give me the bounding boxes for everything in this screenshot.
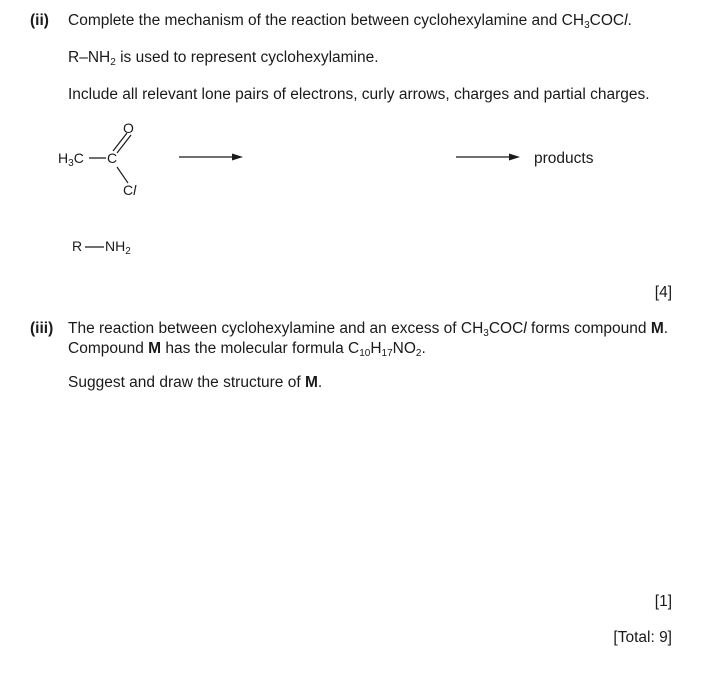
iii-text-d: . [663, 320, 669, 337]
suggest-end: . [317, 374, 323, 391]
part-iii-suggest [68, 374, 322, 393]
iii-line2-b: has the molecular formula C [161, 340, 360, 357]
amine-sub: 2 [125, 246, 131, 257]
suggest-m: M [304, 374, 318, 391]
iii-sub-a: 3 [483, 328, 489, 339]
note-text-2: is used to represent cyclohexylamine. [115, 49, 379, 66]
iii-ital-b: l [523, 320, 527, 337]
question-text-2: COC [589, 12, 625, 29]
formula-end: . [421, 340, 426, 357]
h3c-c: C [73, 150, 84, 166]
iii-line2-m: M [148, 340, 162, 357]
question-text: Complete the mechanism of the reaction between cyclohexylamine and CH [68, 12, 585, 29]
note-sub: 2 [110, 57, 116, 68]
amine-nh: NH [105, 238, 126, 254]
formula-h: H [370, 340, 382, 357]
part-iii-label: (iii) [30, 320, 54, 337]
formula-no: NO [392, 340, 416, 357]
part-iii-marks: [1] [654, 593, 672, 610]
part-ii-label: (ii) [30, 12, 49, 29]
iii-text-b: COC [488, 320, 524, 337]
iii-text-a: The reaction between cyclohexylamine and an excess of CH [68, 320, 484, 337]
part-ii-marks: [4] [654, 284, 672, 301]
reaction-arrow-2-head [509, 154, 520, 161]
h3c-h: H [58, 150, 69, 166]
note-text: R–NH [68, 49, 111, 66]
suggest-text: Suggest and draw the structure of [68, 374, 305, 391]
reaction-arrow-1-head [232, 154, 243, 161]
iii-line2-a: Compound [68, 340, 149, 357]
question-ital: l [624, 12, 628, 29]
amine-r: R [72, 238, 83, 254]
question-end: . [627, 12, 632, 29]
formula-sub-2: 17 [381, 348, 393, 359]
part-iii-question-line2 [68, 340, 426, 359]
h3c-sub: 3 [68, 158, 74, 169]
part-ii-instruction: Include all relevant lone pairs of electrons, curly arrows, charges and partial charges. [68, 86, 650, 103]
carbonyl-carbon: C [107, 150, 118, 166]
iii-text-c: forms compound [526, 320, 651, 337]
question-sub: 3 [584, 20, 590, 31]
products-label: products [534, 150, 594, 167]
carbonyl-oxygen: O [123, 120, 134, 136]
total-marks: [Total: 9] [613, 629, 672, 646]
formula-sub-3: 2 [415, 348, 422, 359]
formula-sub-1: 10 [359, 348, 371, 359]
chlorine-l: l [133, 182, 137, 198]
chlorine-c: C [123, 182, 134, 198]
iii-bold-m: M [650, 320, 664, 337]
part-iii-question-line1 [68, 320, 668, 339]
c-cl-bond [117, 167, 128, 183]
